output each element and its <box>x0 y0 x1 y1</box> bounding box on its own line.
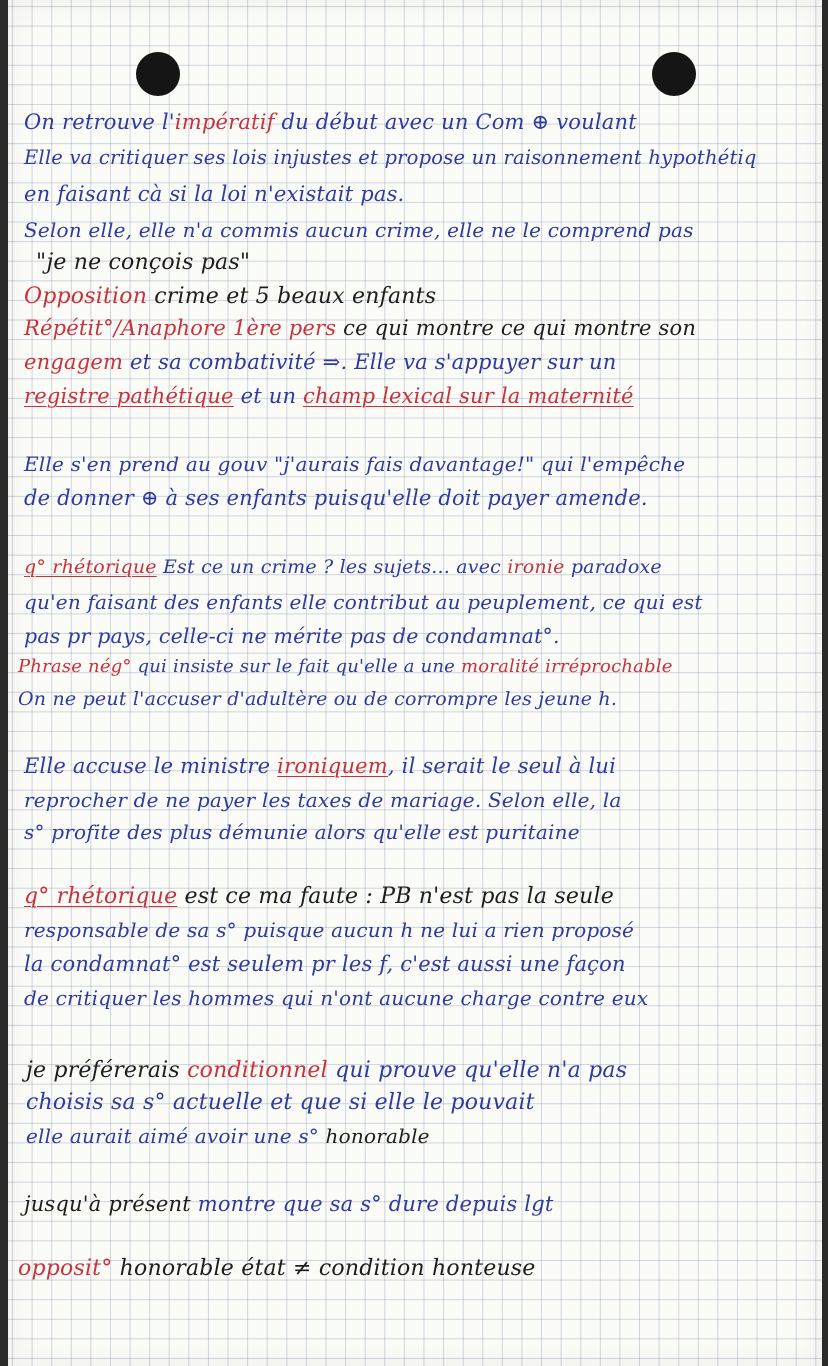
note-line <box>24 350 616 374</box>
note-line <box>24 952 626 976</box>
note-line <box>36 250 250 275</box>
note-text: choisis sa s° actuelle et que si elle le pouvait <box>26 1090 535 1115</box>
note-text: Phrase nég° <box>18 656 132 677</box>
note-text: engagem <box>24 350 124 374</box>
note-text: honorable <box>325 1124 430 1148</box>
note-text: q° rhétorique <box>24 884 178 909</box>
note-line <box>24 754 616 778</box>
note-line <box>24 986 648 1010</box>
note-text: ironiquem <box>277 754 388 778</box>
note-text: elle aurait aimé avoir une s° <box>26 1124 326 1148</box>
note-text: montre que sa s° dure depuis lgt <box>190 1192 554 1216</box>
note-text: responsable de sa s° puisque aucun h ne lui a rien proposé <box>24 918 635 942</box>
note-text: en faisant cà si la loi n'existait pas. <box>24 182 405 206</box>
note-line <box>24 1192 553 1216</box>
note-text: On retrouve l' <box>24 110 175 134</box>
binder-hole-right <box>652 52 696 96</box>
note-text: jusqu'à présent <box>24 1192 191 1216</box>
note-line <box>24 486 648 510</box>
note-text: ironie <box>507 556 565 578</box>
note-line <box>18 1256 536 1281</box>
note-line <box>24 182 404 206</box>
note-text: honorable état ≠ condition honteuse <box>112 1256 536 1281</box>
note-text: je préférerais <box>26 1058 188 1083</box>
note-text: Répétit°/Anaphore 1ère pers <box>24 316 337 340</box>
note-line <box>24 918 634 942</box>
note-line <box>26 1124 430 1148</box>
note-text: qui insiste sur le fait qu'elle a une <box>131 656 461 677</box>
note-line <box>24 316 696 340</box>
note-line <box>24 788 621 812</box>
note-text: Elle va critiquer ses lois injustes et propose un raisonnement hypothétiq <box>24 146 757 169</box>
note-text: paradoxe <box>564 556 662 578</box>
note-text: et sa combativité ⇒. Elle va s'appuyer sur un <box>123 350 617 374</box>
note-text: Est ce un crime ? les sujets... avec <box>156 556 508 578</box>
note-line <box>18 688 617 710</box>
note-line <box>18 656 673 677</box>
note-text: de critiquer les hommes qui n'ont aucune charge contre eux <box>24 986 649 1010</box>
note-text: impératif <box>174 110 275 134</box>
note-text: du début avec un Com ⊕ voulant <box>274 110 637 134</box>
note-line <box>24 146 757 169</box>
note-text: qu'en faisant des enfants elle contribut au peuplement, ce qui est <box>24 590 703 614</box>
note-text: Opposition <box>24 284 148 309</box>
note-line <box>24 384 634 408</box>
note-line <box>24 110 637 134</box>
note-line <box>24 284 436 309</box>
note-line <box>24 556 662 578</box>
note-text: qui prouve qu'elle n'a pas <box>327 1058 628 1083</box>
note-text: et un <box>233 384 304 408</box>
note-text: de donner ⊕ à ses enfants puisqu'elle doit payer amende. <box>24 486 648 510</box>
note-text: Elle s'en prend au gouv "j'aurais fais davantage!" qui l'empêche <box>24 452 686 476</box>
note-text: est ce ma faute : PB n'est pas la seule <box>177 884 614 909</box>
note-text: s° profite des plus démunie alors qu'elle est puritaine <box>24 820 580 844</box>
note-text: "je ne conçois pas" <box>36 250 251 275</box>
note-text: registre pathétique <box>24 384 234 408</box>
note-text: Elle accuse le ministre <box>24 754 278 778</box>
note-line <box>24 884 614 909</box>
note-text: reprocher de ne payer les taxes de mariage. Selon elle, la <box>24 788 622 812</box>
note-text: pas pr pays, celle-ci ne mérite pas de condamnat°. <box>24 624 560 648</box>
note-line <box>24 820 580 844</box>
note-line <box>24 624 560 648</box>
note-text: opposit° <box>18 1256 113 1281</box>
note-text: crime et 5 beaux enfants <box>147 284 437 309</box>
note-line <box>26 1058 627 1083</box>
note-text: Selon elle, elle n'a commis aucun crime, elle ne le comprend pas <box>24 218 694 242</box>
note-line <box>26 1090 535 1115</box>
note-line <box>24 452 685 476</box>
note-text: On ne peut l'accuser d'adultère ou de corrompre les jeune h. <box>18 688 618 710</box>
notebook-page <box>8 0 822 1366</box>
note-line <box>24 218 694 242</box>
note-line <box>24 590 703 614</box>
note-text: q° rhétorique <box>24 556 157 578</box>
note-text: moralité irréprochable <box>460 656 673 677</box>
note-text: ce qui montre ce qui montre son <box>336 316 697 340</box>
note-text: conditionnel <box>187 1058 328 1083</box>
binder-hole-left <box>136 52 180 96</box>
note-text: champ lexical sur la maternité <box>303 384 634 408</box>
note-text: la condamnat° est seulem pr les f, c'est aussi une façon <box>24 952 626 976</box>
note-text: , il serait le seul à lui <box>387 754 617 778</box>
